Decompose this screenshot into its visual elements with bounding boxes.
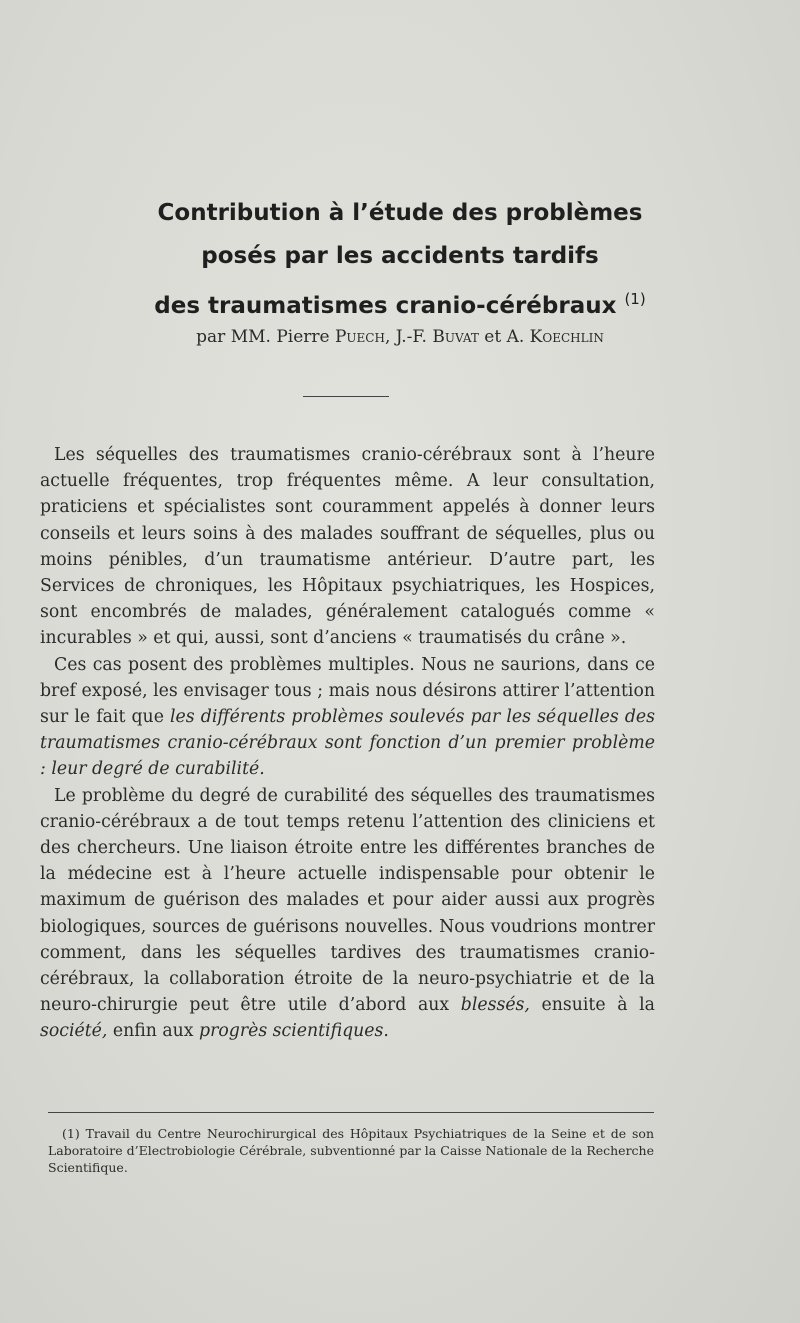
paragraph-2 [40,652,655,783]
article-title [40,192,760,321]
title-line-1: Contribution à l’étude des problèmes [157,200,643,226]
authors-line [40,327,760,347]
title-line-2: posés par les accidents tardifs [201,243,599,269]
author-2-first: J.-F. [395,327,427,347]
paragraph-3-italic-1: blessés, [460,995,530,1016]
title-divider [303,396,389,397]
author-3-last: Koechlin [529,327,604,347]
paragraph-3-italic-3: progrès scientifiques. [199,1021,389,1042]
paragraph-2-start: Ces cas posent des problèmes multiples. Nous ne saurions, dans ce bref exposé, les envisager tous ; mais nous désirons attirer l’attention sur le fait que [40,654,655,728]
paragraph-3 [40,783,655,1045]
paragraph-1: Les séquelles des traumatismes cranio-cérébraux sont à l’heure actuelle fréquentes, trop fréquentes même. A leur consultation, praticiens et spécialistes sont couramment appelés à donner leurs conseils et leurs soins à des malades souffrant de séquelles, plus ou moins pénibles, d’un traumatisme antérieur. D’autre part, les Services de chroniques, les Hôpitaux psychiatriques, les Hospices, sont encombrés de malades, généralement catalogués comme « incurables » et qui, aussi, sont d’anciens « traumatisés du crâne ». [40,445,655,649]
author-1-first: Pierre [276,327,330,347]
footnote: (1) Travail du Centre Neurochirurgical des Hôpitaux Psychiatriques de la Seine et de son Laboratoire d’Electrobiologie Cérébrale, subventionné par la Caisse Nationale de la Recherche Scientifique. [48,1126,654,1175]
authors-prefix: par MM. [196,327,271,347]
paragraph-3-italic-2: société, [40,1021,108,1042]
title-line-3-text: des traumatismes cranio-cérébraux [154,293,617,319]
authors-conjunction: et [484,327,502,347]
body-text [40,442,655,1045]
author-3-first: A. [506,327,525,347]
footnote-divider [48,1112,654,1113]
title-line-3 [40,278,760,321]
paragraph-2-italic: les différents problèmes soulevés par les séquelles des traumatismes cranio-cérébraux sont fonction d’un premier problème : leur degré de curabilité. [40,707,655,780]
paragraph-3-mid: ensuite à la [529,995,655,1016]
author-2-last: Buvat [432,327,479,347]
paragraph-3-mid-2: enfin aux [107,1021,200,1042]
author-1-last: Puech, [334,327,391,347]
footnote-reference: (1) [624,290,646,308]
paragraph-3-start: Le problème du degré de curabilité des séquelles des traumatismes cranio-cérébraux a de tout temps retenu l’attention des cliniciens et des chercheurs. Une liaison étroite entre les différentes branches de la médecine est à l’heure actuelle indispensable pour obtenir le maximum de guérison des malades et pour aider aussi aux progrès biologiques, sources de guérisons nouvelles. Nous voudrions montrer comment, dans les séquelles tardives des traumatismes cranio-cérébraux, la collaboration étroite de la neuro-psychiatrie et de la neuro-chirurgie peut être utile d’abord aux [40,785,655,1016]
